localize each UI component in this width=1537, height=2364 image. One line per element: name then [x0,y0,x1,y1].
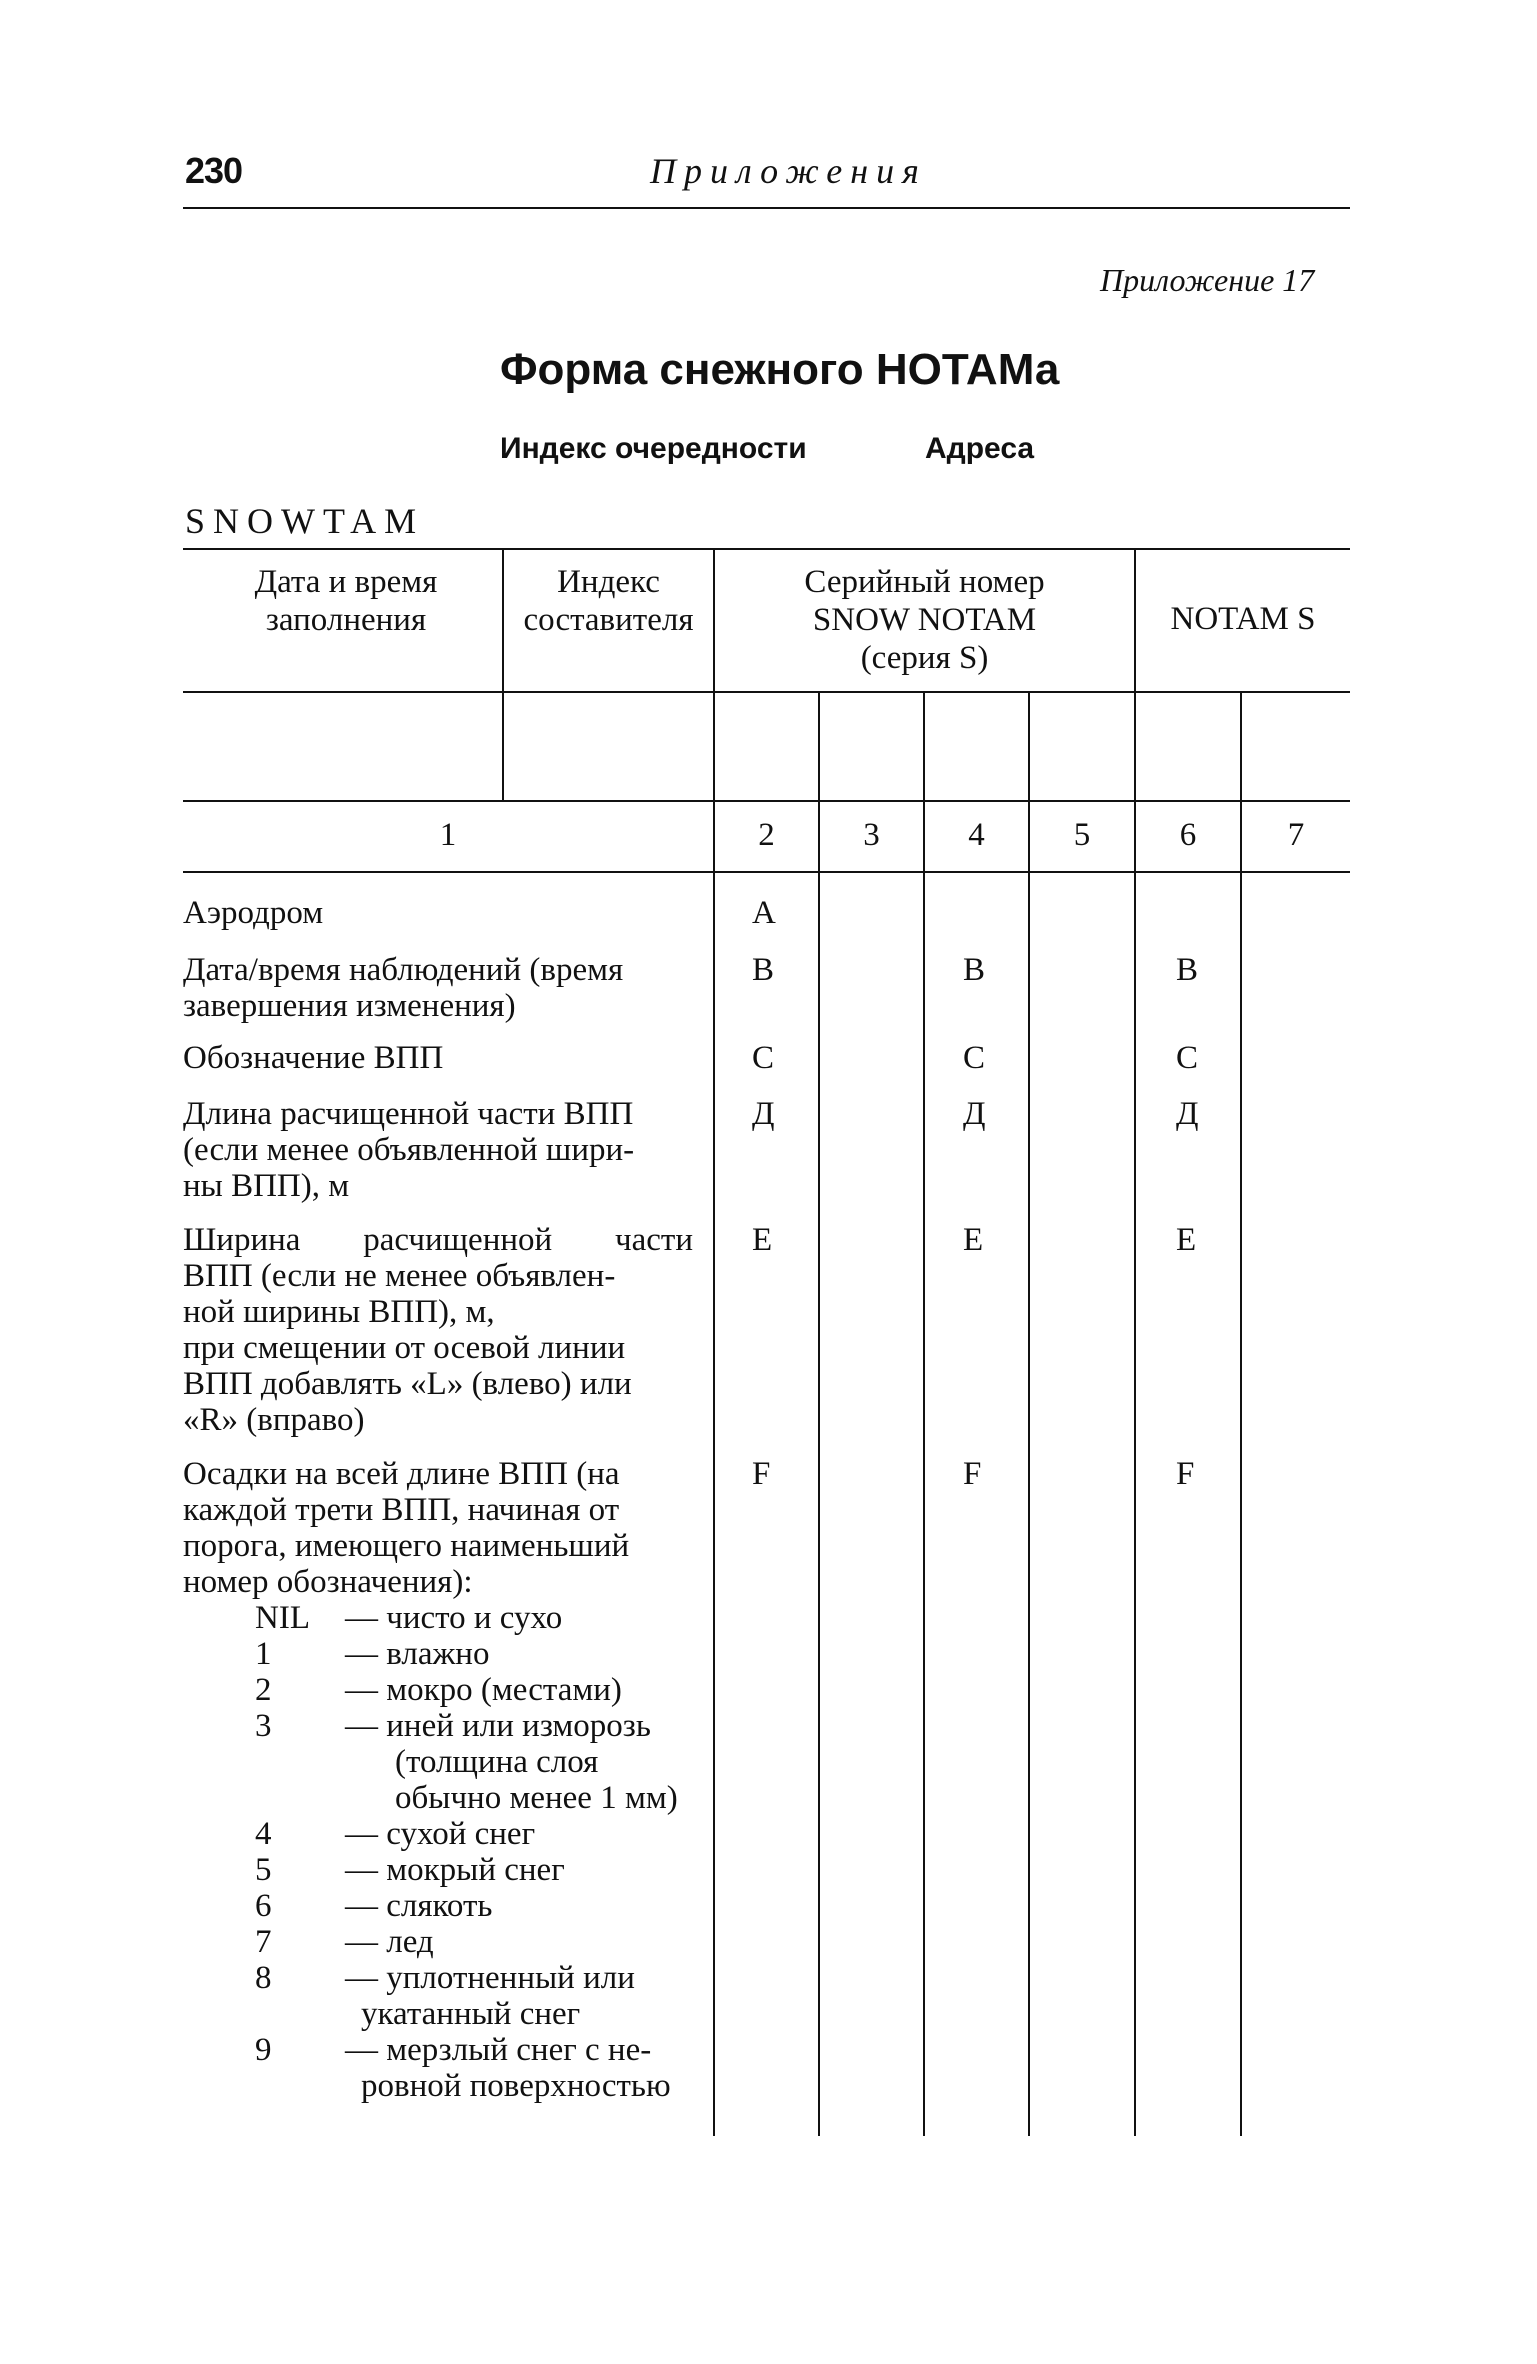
legend-text: — чисто и сухо [345,1600,563,1636]
row-code: B [963,952,986,988]
legend-code: 9 [255,2032,272,2068]
row-label-cleared-width: Ширина расчищенной части ВПП (если не менее объявлен- ной ширины ВПП), м, при смещении от осевой линии ВПП добавлять «L» (влево) или «R» (вправо) [183,1222,693,1438]
row-code: A [752,895,776,931]
row-label-aerodrome: Аэродром [183,895,324,931]
priority-index-label: Индекс очередности [500,432,807,465]
col-divider-5-6 [1134,548,1136,2136]
legend-text: — уплотненный или укатанный снег [345,1960,635,2032]
row-label-observation-time: Дата/время наблюдений (время завершения изменения) [183,952,624,1024]
column-number: 2 [758,817,775,853]
header-originator-index: Индекс составителя [523,564,694,638]
row-code: F [1176,1456,1195,1492]
legend-text: — иней или изморозь (толщина слоя обычно менее 1 мм) [345,1708,678,1816]
legend-text: — слякоть [345,1888,493,1924]
row-code: C [752,1040,775,1076]
legend-code: 2 [255,1672,272,1708]
entry-row-bottom-rule [183,800,1350,802]
row-code: E [752,1222,773,1258]
column-number: 3 [863,817,880,853]
row-label-runway-designator: Обозначение ВПП [183,1040,444,1076]
number-row-bottom-rule [183,871,1350,873]
header-notam-s: NOTAM S [1170,601,1316,637]
legend-code: 5 [255,1852,272,1888]
col-divider-6-7 [1240,691,1242,2136]
header-serial-number: Серийный номер SNOW NOTAM (серия S) [804,564,1045,676]
column-number: 5 [1073,817,1091,853]
appendix-label: Приложение 17 [1100,262,1315,298]
legend-code: NIL [255,1600,310,1636]
header-bottom-rule [183,691,1350,693]
col-divider-4-5 [1028,691,1030,2136]
legend-code: 1 [255,1636,272,1672]
row-code: B [752,952,775,988]
form-title: Форма снежного НОТАМа [500,345,1060,394]
row-code: E [1176,1222,1197,1258]
column-number: 1 [439,817,457,853]
row-code: F [752,1456,771,1492]
row-code: F [963,1456,982,1492]
row-code: E [963,1222,984,1258]
legend-text: — мокрый снег [345,1852,565,1888]
row-code: Д [752,1096,775,1132]
row-code: C [1176,1040,1199,1076]
row-label-cleared-length: Длина расчищенной части ВПП (если менее объявленной шири- ны ВПП), м [183,1096,635,1204]
row-code: Д [1176,1096,1199,1132]
page-number: 230 [185,150,243,191]
legend-code: 8 [255,1960,272,1996]
legend-text: — влажно [345,1636,490,1672]
legend-code: 4 [255,1816,272,1852]
table-top-rule [183,548,1350,550]
legend-code: 6 [255,1888,272,1924]
running-title: Приложения [650,151,927,191]
col-divider-3-4 [923,691,925,2136]
legend-text: — лед [345,1924,434,1960]
column-number: 4 [968,817,985,853]
column-number: 7 [1287,817,1305,853]
row-code: Д [963,1096,986,1132]
row-code: B [1176,952,1199,988]
legend-text: — мерзлый снег с не- ровной поверхностью [345,2032,671,2104]
col-divider-2-3 [818,691,820,2136]
legend-text: — сухой снег [345,1816,536,1852]
header-fill-datetime: Дата и время заполнения [254,564,438,638]
legend-code: 7 [255,1924,272,1960]
addresses-label: Адреса [925,432,1035,465]
row-label-deposits: Осадки на всей длине ВПП (на каждой трети ВПП, начиная от порога, имеющего наименьший номер обозначения): [183,1456,630,1600]
header-rule [183,207,1350,209]
form-code: SNOWTAM [185,501,425,541]
col-divider-1-2 [713,548,715,2136]
legend-text: — мокро (местами) [345,1672,622,1708]
legend-code: 3 [255,1708,272,1744]
row-code: C [963,1040,986,1076]
column-number: 6 [1179,817,1197,853]
